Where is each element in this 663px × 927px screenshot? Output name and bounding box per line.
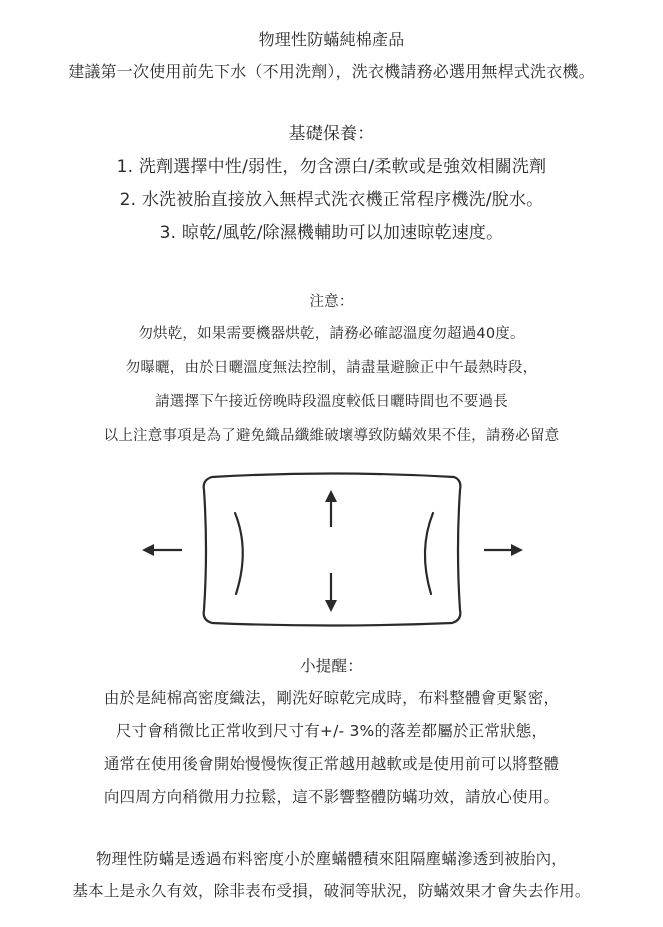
pre-wash-advice: 建議第一次使用前先下水（不用洗劑），洗衣機請務必選用無桿式洗衣機。	[68, 62, 595, 81]
arrow-left-icon	[142, 544, 182, 556]
care-item-1: 1. 洗劑選擇中性/弱性，勿含漂白/柔軟或是強效相關洗劑	[116, 157, 547, 177]
arrow-up-icon	[325, 490, 337, 527]
pillow-right-fold-icon	[425, 513, 433, 594]
notice-line-3: 請選擇下午接近傍晚時段溫度較低日曬時間也不要過長	[155, 394, 508, 410]
closing-line-2: 基本上是永久有效，除非表布受損，破洞等狀況，防蟎效果才會失去作用。	[72, 882, 591, 900]
tips-line-2: 尺寸會稍微比正常收到尺寸有+/- 3%的落差都屬於正常狀態，	[115, 722, 548, 740]
care-item-3: 3. 晾乾/風乾/除濕機輔助可以加速晾乾速度。	[159, 223, 504, 243]
notice-line-2: 勿曝曬，由於日曬溫度無法控制，請盡量避臉正中午最熱時段，	[125, 360, 538, 376]
arrow-down-icon	[325, 573, 337, 612]
pillow-stretch-diagram	[0, 460, 663, 640]
notice-heading: 注意：	[309, 294, 354, 310]
notice-line-4: 以上注意事項是為了避免織品纖維破壞導致防蟎效果不佳，請務必留意	[103, 428, 560, 444]
tips-line-3: 通常在使用後會開始慢慢恢復正常越用越軟或是使用前可以將整體	[103, 755, 560, 773]
closing-line-1: 物理性防蟎是透過布料密度小於塵蟎體積來阻隔塵蟎滲透到被胎內，	[95, 850, 567, 868]
pillow-left-fold-icon	[235, 513, 243, 594]
notice-line-1: 勿烘乾，如果需要機器烘乾，請務必確認溫度勿超過40度。	[138, 326, 525, 342]
tips-line-1: 由於是純棉高密度織法，剛洗好晾乾完成時，布料整體會更緊密，	[103, 689, 560, 707]
arrow-right-icon	[484, 544, 523, 556]
product-title: 物理性防蟎純棉產品	[258, 30, 405, 49]
care-heading: 基礎保養：	[288, 124, 375, 144]
tips-heading: 小提醒：	[300, 657, 363, 675]
tips-line-4: 向四周方向稍微用力拉鬆，這不影響整體防蟎功效，請放心使用。	[103, 788, 560, 806]
care-item-2: 2. 水洗被胎直接放入無桿式洗衣機正常程序機洗/脫水。	[119, 190, 544, 210]
